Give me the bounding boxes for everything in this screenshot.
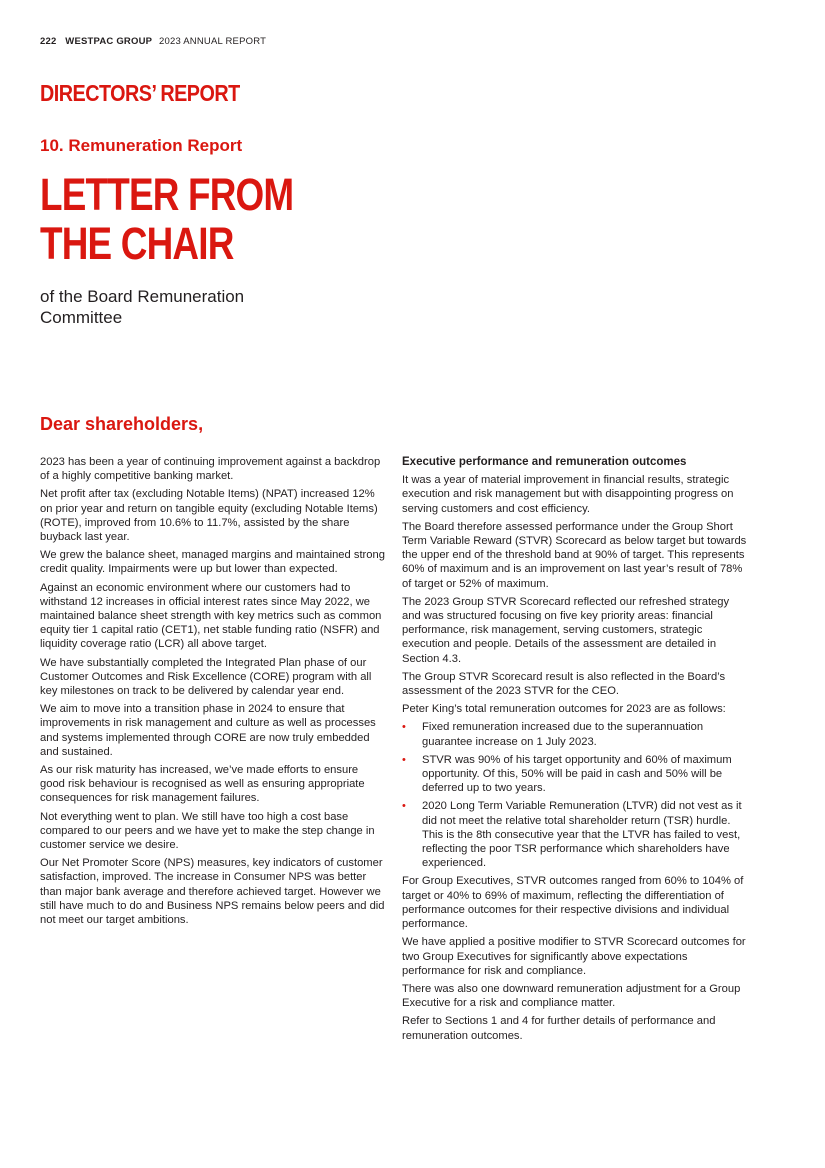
list-item — [402, 720, 748, 748]
list-item-text: STVR was 90% of his target opportunity and 60% of maximum opportunity. Of this, 50% will be paid in cash and 50% will be deferred up to two years. — [422, 753, 732, 795]
page-title — [40, 170, 293, 268]
right-column — [402, 455, 748, 1047]
paragraph: The 2023 Group STVR Scorecard reflected our refreshed strategy and was structured focusing on five key priority areas: financial performance, risk management, serving customers, strategic execution and people. Details of the assessment are detailed in Section 4.3. — [402, 595, 730, 665]
list-item-text: 2020 Long Term Variable Remuneration (LTVR) did not vest as it did not meet the relative total shareholder return (TSR) hurdle. This is the 8th consecutive year that the LTVR has failed to vest, reflecting the poor TSR performance which shareholders have experienced. — [422, 800, 742, 870]
paragraph: 2023 has been a year of continuing improvement against a backdrop of a highly competitive banking market. — [40, 456, 381, 483]
list-item — [402, 799, 748, 870]
paragraph: We have applied a positive modifier to STVR Scorecard outcomes for two Group Executives for significantly above expectations performance for risk and compliance. — [402, 936, 746, 977]
bullet-icon: • — [402, 753, 406, 766]
subsection-title: 10. Remuneration Report — [40, 136, 243, 155]
running-header — [40, 36, 266, 47]
paragraph: For Group Executives, STVR outcomes ranged from 60% to 104% of target or 40% to 69% of maximum, reflecting the differentiation of performance outcomes for their respective divisions and individual performance. — [402, 875, 744, 931]
bullet-icon: • — [402, 800, 406, 813]
page-number: 222 — [40, 36, 57, 47]
page-title-line: THE CHAIR — [40, 218, 234, 269]
paragraph: Refer to Sections 1 and 4 for further details of performance and remuneration outcomes. — [402, 1015, 716, 1042]
paragraph: Peter King’s total remuneration outcomes for 2023 are as follows: — [402, 703, 726, 716]
salutation: Dear shareholders, — [40, 414, 204, 434]
paragraph: It was a year of material improvement in financial results, strategic execution and risk management but with disappointing progress on serving customers and cost efficiency. — [402, 474, 734, 515]
publication-name: 2023 ANNUAL REPORT — [159, 36, 267, 47]
page-subtitle — [40, 286, 300, 328]
paragraph: Net profit after tax (excluding Notable Items) (NPAT) increased 12% on prior year and return on tangible equity (excluding Notable Items) (ROTE), improved from 10.6% to 11.7%, assisted by the share buyback last year. — [40, 488, 378, 544]
paragraph: Our Net Promoter Score (NPS) measures, key indicators of customer satisfaction, improved. The increase in Consumer NPS was better than major bank average and therefore achieved target. However we still have much to do and Business NPS remains below peers and did not meet our target ambitions. — [40, 857, 385, 927]
bullet-icon: • — [402, 721, 406, 734]
paragraph: We have substantially completed the Integrated Plan phase of our Customer Outcomes and Risk Excellence (CORE) program with all key milestones on track to be delivered by calendar year end. — [40, 656, 372, 698]
column-heading: Executive performance and remuneration outcomes — [402, 456, 687, 468]
section-title: DIRECTORS’ REPORT — [40, 80, 240, 106]
paragraph: As our risk maturity has increased, we’ve made efforts to ensure good risk behaviour is recognised as well as ensuring appropriate consequences for risk management failures. — [40, 764, 365, 805]
list-item-text: Fixed remuneration increased due to the superannuation guarantee increase on 1 July 2023. — [422, 721, 704, 748]
paragraph: Not everything went to plan. We still have too high a cost base compared to our peers and we have yet to make the step change in customer service we desire. — [40, 810, 375, 852]
paragraph: There was also one downward remuneration adjustment for a Group Executive for a risk and compliance matter. — [402, 982, 741, 1010]
paragraph: We grew the balance sheet, managed margins and maintained strong credit quality. Impairments were up but lower than expected. — [40, 549, 385, 576]
subtitle-line: Committee — [40, 308, 123, 327]
paragraph: We aim to move into a transition phase in 2024 to ensure that improvements in risk management and culture as well as processes and systems implemented through CORE are now truly embedded and sustained. — [40, 703, 376, 758]
paragraph: Against an economic environment where our customers had to withstand 12 increases in official interest rates since May 2022, we maintained balance sheet strength with key metrics such as common equity tier 1 capital ratio (CET1), net stable funding ratio (NSFR) and liquidity coverage ratio (LCR) all above target. — [40, 581, 382, 651]
paragraph: The Board therefore assessed performance under the Group Short Term Variable Reward (STVR) Scorecard as below target but towards the upper end of the threshold band at 90% of target. This represents 60% of maximum and is an improvement on last year’s result of 78% of target or 52% of maximum. — [402, 520, 747, 590]
left-column — [40, 455, 385, 931]
paragraph: The Group STVR Scorecard result is also reflected in the Board’s assessment of the 2023 STVR for the CEO. — [402, 670, 726, 698]
page-title-line: LETTER FROM — [40, 169, 294, 220]
outcomes-list — [402, 720, 748, 870]
subtitle-line: of the Board Remuneration — [40, 287, 245, 306]
brand-name: WESTPAC GROUP — [65, 36, 153, 47]
list-item — [402, 753, 748, 796]
